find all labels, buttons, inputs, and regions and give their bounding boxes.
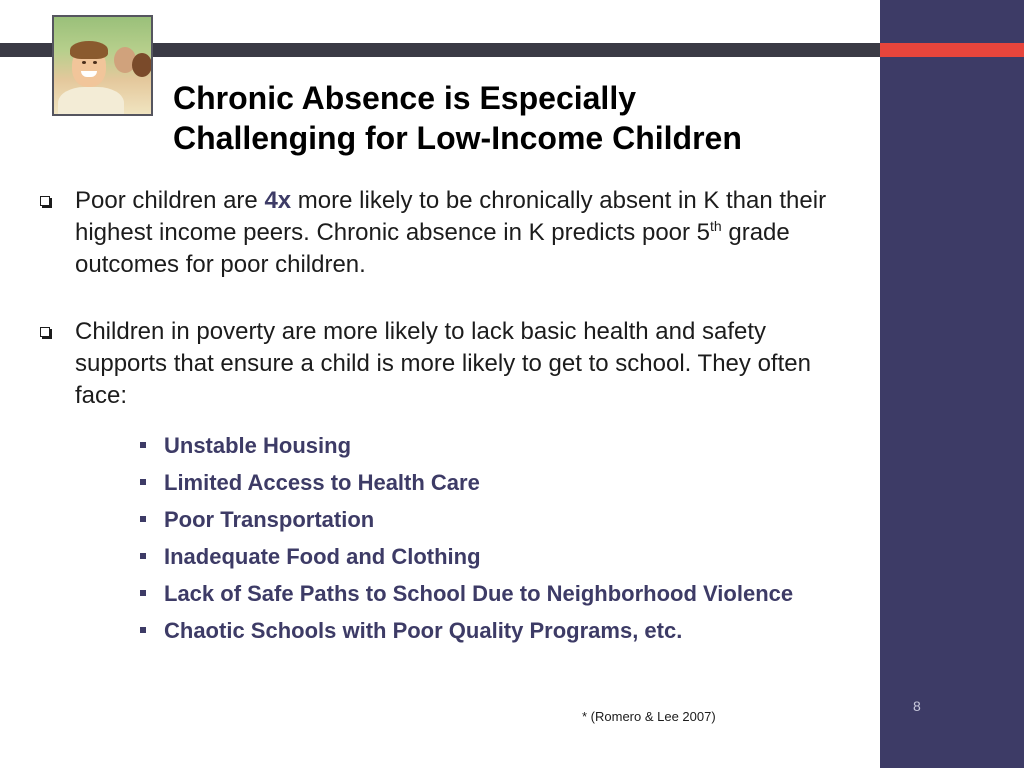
title-line-2: Challenging for Low-Income Children: [173, 120, 742, 156]
sub-bullet-item: [138, 575, 818, 612]
photo-hair: [70, 41, 108, 59]
background-child: [132, 53, 152, 77]
bullet-item: [38, 316, 838, 412]
side-panel: [880, 0, 1024, 768]
sub-bullet-list: [138, 427, 818, 649]
square-bullet-icon: [40, 196, 50, 206]
photo-eye: [82, 61, 86, 64]
title-line-1: Chronic Absence is Especially: [173, 80, 636, 116]
small-square-bullet-icon: [140, 516, 146, 522]
sub-bullet-item: [138, 464, 818, 501]
photo-shirt: [58, 87, 124, 116]
small-square-bullet-icon: [140, 442, 146, 448]
small-square-bullet-icon: [140, 479, 146, 485]
bullet-text: more likely to be chronically absent in K than their highest income peers. Chronic absence in K predicts poor 5: [75, 187, 827, 246]
bullet-text: grade outcomes for poor children.: [75, 219, 790, 278]
sub-bullet-text: Inadequate Food and Clothing: [164, 544, 481, 569]
sub-bullet-text: Poor Transportation: [164, 507, 375, 532]
small-square-bullet-icon: [140, 627, 146, 633]
sub-bullet-item: [138, 612, 818, 649]
sub-bullet-text: Unstable Housing: [164, 433, 352, 458]
student-photo: [52, 15, 153, 116]
bullet-text: Poor children are: [75, 187, 265, 214]
photo-eye: [93, 61, 97, 64]
sub-bullet-text: Lack of Safe Paths to School Due to Neighborhood Violence: [164, 581, 794, 606]
sub-bullet-text: Chaotic Schools with Poor Quality Programs, etc.: [164, 618, 683, 643]
bullet-emphasis: 4x: [264, 187, 292, 214]
citation: * (Romero & Lee 2007): [582, 709, 716, 724]
square-bullet-icon: [40, 327, 50, 337]
bullet-list: [38, 185, 838, 412]
sub-bullet-item: [138, 427, 818, 464]
side-accent-bar: [880, 43, 1024, 57]
bullet-item: [38, 185, 838, 281]
sub-bullet-item: [138, 501, 818, 538]
bullet-text: Children in poverty are more likely to lack basic health and safety supports that ensure a child is more likely to get to school. They often face:: [75, 318, 811, 409]
small-square-bullet-icon: [140, 553, 146, 559]
sub-bullet-text: Limited Access to Health Care: [164, 470, 480, 495]
slide-title: [173, 78, 863, 158]
small-square-bullet-icon: [140, 590, 146, 596]
bullet-superscript: th: [710, 218, 722, 234]
sub-bullet-item: [138, 538, 818, 575]
page-number: 8: [913, 698, 921, 714]
